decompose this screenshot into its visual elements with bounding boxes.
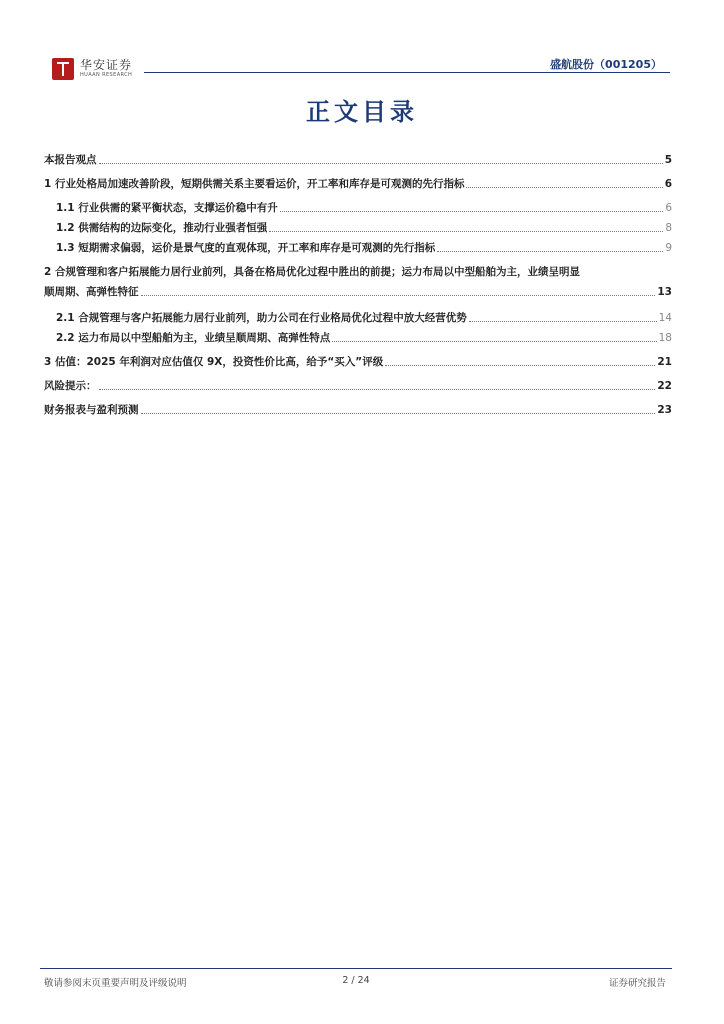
toc-page-number: 21 xyxy=(657,356,672,368)
page-footer xyxy=(40,968,672,989)
toc-leader xyxy=(332,341,656,342)
toc-leader xyxy=(141,413,656,414)
toc-entry-text: 风险提示： xyxy=(44,380,97,392)
toc-page-number: 9 xyxy=(665,242,672,254)
toc-leader xyxy=(99,389,656,390)
toc-leader xyxy=(385,365,655,366)
report-type: 证券研究报告 xyxy=(608,978,666,989)
toc-entry-text-line2: 顺周期、高弹性特征 xyxy=(44,286,139,298)
toc-leader xyxy=(269,231,663,232)
logo-name-cn: 华安证券 xyxy=(80,58,133,72)
toc-page-number: 8 xyxy=(665,222,672,234)
toc-entry-text: 财务报表与盈利预测 xyxy=(44,404,139,416)
page-header xyxy=(40,56,670,86)
toc-leader xyxy=(437,251,663,252)
company-ticker: 盛航股份（001205） xyxy=(550,58,662,71)
toc-page-number: 23 xyxy=(657,404,672,416)
brand-logo xyxy=(52,58,132,80)
toc-entry-section-1-1[interactable] xyxy=(44,200,672,216)
toc-page-number: 18 xyxy=(658,332,672,344)
toc-entry-section-2[interactable] xyxy=(44,264,672,300)
toc-entry-text: 本报告观点 xyxy=(44,154,97,166)
toc-entry-section-1-3[interactable] xyxy=(44,240,672,256)
logo-name-en: HUAAN RESEARCH xyxy=(80,72,133,78)
toc-entry-text: 2.2 运力布局以中型船舶为主，业绩呈顺周期、高弹性特点 xyxy=(56,332,331,344)
toc-page-number: 13 xyxy=(657,286,672,298)
toc-leader xyxy=(469,321,657,322)
toc-page-number: 5 xyxy=(664,154,672,166)
toc-entry-text: 3 估值：2025 年利润对应估值仅 9X，投资性价比高，给予“买入”评级 xyxy=(44,356,384,368)
toc-entry-section-2-1[interactable] xyxy=(44,310,672,326)
toc-entry-text: 2.1 合规管理与客户拓展能力居行业前列，助力公司在行业格局优化过程中放大经营优势 xyxy=(56,312,467,324)
header-divider xyxy=(144,72,670,73)
toc-leader xyxy=(141,295,656,296)
toc-page-number: 14 xyxy=(658,312,672,324)
toc-page-number: 22 xyxy=(657,380,672,392)
disclaimer-note: 敬请参阅末页重要声明及评级说明 xyxy=(44,978,187,989)
table-of-contents xyxy=(44,152,672,426)
toc-leader xyxy=(466,187,662,188)
toc-entry-section-1-2[interactable] xyxy=(44,220,672,236)
page-title: 正文目录 xyxy=(306,98,418,126)
toc-page-number: 6 xyxy=(664,178,672,190)
toc-entry-section-3[interactable] xyxy=(44,354,672,370)
toc-entry-text: 1.2 供需结构的边际变化，推动行业强者恒强 xyxy=(56,222,268,234)
toc-entry-text: 1.3 短期需求偏弱，运价是景气度的直观体现，开工率和库存是可观测的先行指标 xyxy=(56,242,436,254)
toc-entry-section-2-2[interactable] xyxy=(44,330,672,346)
toc-entry-risks[interactable] xyxy=(44,378,672,394)
toc-entry-financials[interactable] xyxy=(44,402,672,418)
toc-leader xyxy=(99,163,663,164)
page-number: 2 / 24 xyxy=(342,975,370,986)
toc-entry-section-1[interactable] xyxy=(44,176,672,192)
toc-entry-summary[interactable] xyxy=(44,152,672,168)
toc-entry-text-line1: 2 合规管理和客户拓展能力居行业前列，具备在格局优化过程中胜出的前提；运力布局以中型船舶为主，业绩呈明显 xyxy=(44,266,580,278)
toc-entry-text: 1.1 行业供需的紧平衡状态，支撑运价稳中有升 xyxy=(56,202,278,214)
seal-icon xyxy=(52,58,74,80)
toc-page-number: 6 xyxy=(665,202,672,214)
toc-leader xyxy=(280,211,664,212)
toc-entry-text: 1 行业处格局加速改善阶段，短期供需关系主要看运价，开工率和库存是可观测的先行指标 xyxy=(44,178,465,190)
